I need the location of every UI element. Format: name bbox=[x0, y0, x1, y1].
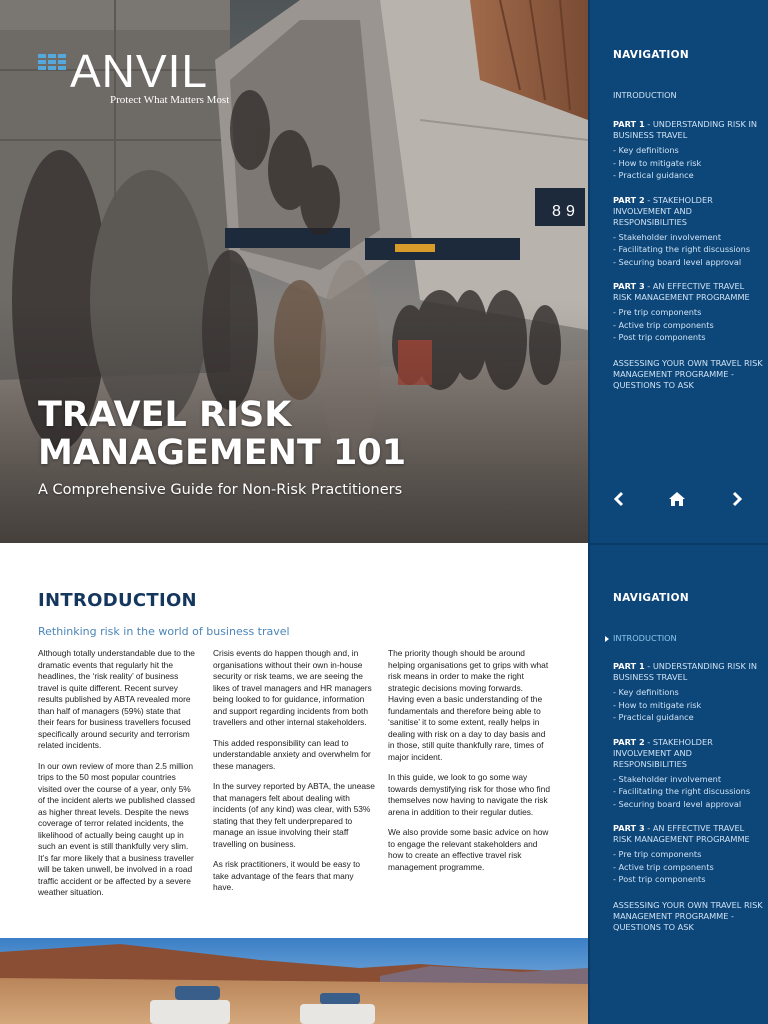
nav-link-introduction[interactable]: INTRODUCTION bbox=[613, 90, 677, 100]
paragraph: Although totally understandable due to the dramatic events that regularly hit the headlines, the ‘risk reality’ of business travel is quite different. Recent survey results published by ABTA revealed more than half of managers (59%) state that their fears for business travellers focused specifically around security and terrorism related incidents. bbox=[38, 648, 195, 750]
platform-sign-right: 9 bbox=[566, 203, 575, 220]
nav-sub-pre-trip-lower[interactable]: - Pre trip components bbox=[613, 849, 702, 859]
logo-mark-icon bbox=[38, 54, 68, 78]
page-title bbox=[38, 396, 558, 472]
platform-sign-left: 8 bbox=[552, 203, 561, 220]
nav-part1-label: PART 1 bbox=[613, 119, 645, 129]
nav-sub-facilitating-discussions[interactable]: - Facilitating the right discussions bbox=[613, 244, 751, 254]
nav-part3-label: PART 3 bbox=[613, 281, 645, 291]
nav-part3-title: - AN EFFECTIVE TRAVEL RISK MANAGEMENT PROGRAMME bbox=[613, 281, 750, 302]
paragraph: Crisis events do happen though and, in organisations without their own in-house security or risk teams, we are seeing the likes of travel managers and HR managers being looked to for guidance, information and support regarding incidents from both travellers and other internal stakeholders. bbox=[213, 648, 372, 727]
paragraph: In this guide, we look to go some way towards demystifying risk for those who find themselves now having to navigate the risk arena in addition to their regular duties. bbox=[388, 772, 550, 817]
nav-part2-title-lower: - STAKEHOLDER INVOLVEMENT AND RESPONSIBILITIES bbox=[613, 736, 713, 769]
nav-part2-label-lower: PART 2 bbox=[613, 736, 645, 747]
nav-sub-key-definitions-lower[interactable]: - Key definitions bbox=[613, 687, 679, 697]
nav-link-introduction-active[interactable]: INTRODUCTION bbox=[613, 633, 763, 644]
page-title-line1: TRAVEL RISK bbox=[38, 395, 292, 435]
section-subtitle: Rethinking risk in the world of business travel bbox=[38, 625, 290, 638]
nav-sub-post-trip-lower[interactable]: - Post trip components bbox=[613, 874, 706, 884]
nav-sub-stakeholder-involvement[interactable]: - Stakeholder involvement bbox=[613, 231, 722, 242]
paragraph: In the survey reported by ABTA, the unease that managers felt about dealing with incidents (of any kind) was clear, with 53% stating that they felt underprepared to manage an issue involving their staff travelling on business. bbox=[213, 781, 375, 849]
nav-sub-board-approval-lower[interactable]: - Securing board level approval bbox=[613, 798, 742, 809]
nav-sub-pre-trip[interactable]: - Pre trip components bbox=[613, 307, 702, 317]
nav-sub-practical-guidance-lower[interactable]: - Practical guidance bbox=[613, 712, 694, 722]
home-icon[interactable] bbox=[667, 488, 687, 510]
nav-sub-active-trip[interactable]: - Active trip components bbox=[613, 319, 714, 330]
page-nav-controls bbox=[605, 488, 755, 510]
nav-part3-label-lower: PART 3 bbox=[613, 823, 645, 833]
navigation-panel-top bbox=[613, 49, 763, 391]
nav-sub-board-approval[interactable]: - Securing board level approval bbox=[613, 256, 742, 267]
paragraph: As risk practitioners, it would be easy to take advantage of the fears that many have. bbox=[213, 859, 361, 892]
nav-part1-label-lower: PART 1 bbox=[613, 661, 645, 671]
nav-part2-title: - STAKEHOLDER INVOLVEMENT AND RESPONSIBILITIES bbox=[613, 194, 713, 227]
page-subtitle: A Comprehensive Guide for Non-Risk Practitioners bbox=[38, 482, 403, 498]
article-column-1 bbox=[38, 648, 198, 908]
logo-wordmark: ANVIL bbox=[70, 45, 208, 97]
nav-part1-title-lower: - UNDERSTANDING RISK IN BUSINESS TRAVEL bbox=[613, 661, 757, 682]
desert-photo bbox=[0, 938, 588, 1024]
nav-sub-practical-guidance[interactable]: - Practical guidance bbox=[613, 170, 694, 180]
nav-link-part2[interactable] bbox=[613, 195, 763, 228]
nav-link-assessing-lower[interactable]: ASSESSING YOUR OWN TRAVEL RISK MANAGEMENT PROGRAMME - QUESTIONS TO ASK bbox=[613, 899, 763, 932]
nav-link-assessing[interactable]: ASSESSING YOUR OWN TRAVEL RISK MANAGEMENT PROGRAMME - QUESTIONS TO ASK bbox=[613, 357, 763, 390]
nav-link-part2-lower[interactable] bbox=[613, 737, 763, 770]
paragraph: In our own review of more than 2.5 million trips to the 50 most popular countries visited over the course of a year, only 5% of the incident alerts we published classed as higher threat levels. Despite the news coverage of terror related incidents, the likelihood of actually being caught up in such an event is still thankfully very slim. It’s far more likely that a business traveller will be taken unwell, be involved in a road traffic accident or be affected by a severe weather situation. bbox=[38, 760, 195, 897]
nav-sub-mitigate-risk-lower[interactable]: - How to mitigate risk bbox=[613, 699, 702, 710]
nav-sub-post-trip[interactable]: - Post trip components bbox=[613, 332, 706, 342]
article-column-3 bbox=[388, 648, 550, 882]
section-title: INTRODUCTION bbox=[38, 590, 197, 611]
article-column-2 bbox=[213, 648, 375, 903]
nav-sub-facilitating-discussions-lower[interactable]: - Facilitating the right discussions bbox=[613, 786, 751, 796]
paragraph: The priority though should be around helping organisations get to grips with what risk means in order to make the right strategic decisions moving forwards. Having even a basic understanding of the fundamentals and therefore being able to ‘sanitise’ it to some extent, really helps in dealing with risk on a day to day basis and in those, still quite thankfully rare, times of major incident. bbox=[388, 648, 549, 762]
chevron-right-icon[interactable] bbox=[727, 488, 747, 510]
logo-tagline: Protect What Matters Most bbox=[110, 94, 230, 106]
paragraph: This added responsibility can lead to understandable anxiety and overwhelm for these managers. bbox=[213, 737, 371, 771]
navigation-panel-bottom bbox=[613, 592, 763, 933]
nav-link-part1[interactable] bbox=[613, 119, 763, 141]
nav-sub-key-definitions[interactable]: - Key definitions bbox=[613, 145, 679, 155]
navigation-title-lower: NAVIGATION bbox=[613, 592, 689, 604]
nav-part2-label: PART 2 bbox=[613, 194, 645, 205]
page-title-line2: MANAGEMENT 101 bbox=[38, 433, 407, 473]
nav-link-part3-lower[interactable] bbox=[613, 823, 763, 845]
nav-sub-active-trip-lower[interactable]: - Active trip components bbox=[613, 861, 714, 872]
chevron-left-icon[interactable] bbox=[609, 488, 629, 510]
navigation-title: NAVIGATION bbox=[613, 49, 689, 61]
paragraph: We also provide some basic advice on how to engage the relevant stakeholders and how to create an effective travel risk management programme. bbox=[388, 827, 549, 872]
nav-link-part3[interactable] bbox=[613, 281, 763, 303]
nav-sub-stakeholder-involvement-lower[interactable]: - Stakeholder involvement bbox=[613, 773, 722, 784]
nav-sub-mitigate-risk[interactable]: - How to mitigate risk bbox=[613, 157, 702, 168]
hero-banner bbox=[0, 0, 588, 543]
sidebar-divider bbox=[588, 543, 768, 545]
nav-link-part1-lower[interactable] bbox=[613, 661, 763, 683]
nav-part1-title: - UNDERSTANDING RISK IN BUSINESS TRAVEL bbox=[613, 119, 757, 140]
nav-part3-title-lower: - AN EFFECTIVE TRAVEL RISK MANAGEMENT PROGRAMME bbox=[613, 823, 750, 844]
